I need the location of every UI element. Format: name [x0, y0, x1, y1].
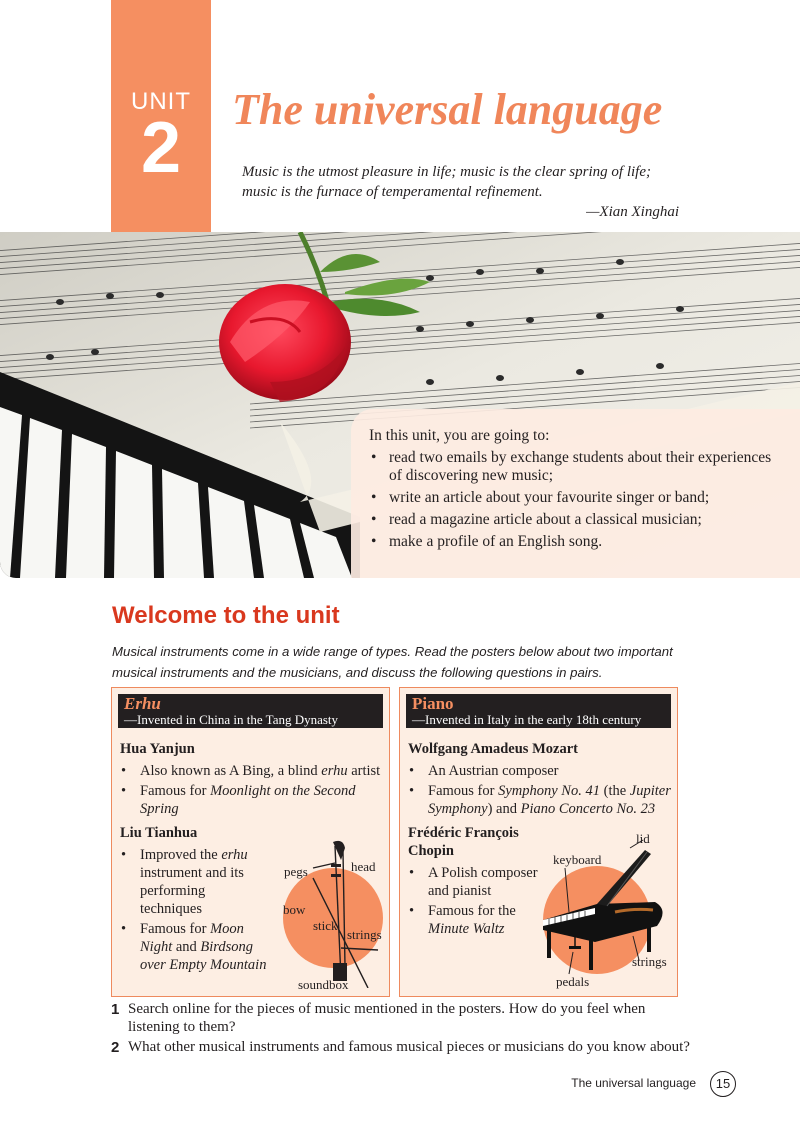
goal-item: • make a profile of an English song.: [369, 533, 782, 551]
fact-text: Famous for: [140, 921, 211, 937]
unit-tab: [111, 0, 211, 232]
label-strings: strings: [347, 927, 382, 942]
section-intro: Musical instruments come in a wide range of types. Read the posters below about two important musical instruments and the musicians, and discuss the following questions in pairs.: [112, 644, 673, 680]
label-head: head: [351, 859, 376, 874]
fact-text: (the: [599, 783, 630, 799]
fact-item: • An Austrian composer: [408, 762, 671, 780]
fact-item: [408, 902, 538, 938]
discussion-questions: [111, 1001, 691, 1060]
fact-text: instrument and its performing techniques: [140, 865, 244, 917]
question-item: [111, 1039, 691, 1057]
quote-author: —Xian Xinghai: [586, 204, 679, 220]
poster-subtitle: —Invented in Italy in the early 18th century: [412, 712, 642, 727]
musician-name: Hua Yanjun: [120, 741, 195, 757]
section-title: Welcome to the unit: [112, 602, 340, 629]
fact-emphasis: Moon Night: [140, 921, 244, 955]
epigraph-quote: [242, 162, 682, 222]
fact-item: [120, 846, 270, 918]
goal-item: • read two emails by exchange students about their experiences of discovering new music;: [369, 449, 782, 485]
unit-label: UNIT: [131, 88, 191, 115]
label-bow: bow: [283, 902, 306, 917]
fact-text: Improved the: [140, 847, 222, 863]
fact-text: Famous for the: [428, 903, 516, 919]
goals-intro: In this unit, you are going to:: [369, 427, 550, 444]
unit-number: 2: [140, 108, 182, 188]
poster-instrument-name: Erhu: [124, 694, 161, 713]
fact-text: artist: [347, 763, 381, 779]
label-pegs: pegs: [284, 864, 308, 879]
label-keyboard: keyboard: [553, 852, 602, 867]
musician-facts: [408, 762, 671, 818]
goals-list: [369, 449, 782, 551]
fact-item: [120, 762, 383, 780]
poster-header: [406, 694, 671, 728]
fact-emphasis: Symphony No. 41: [498, 783, 600, 799]
poster-header: [118, 694, 383, 728]
musician-name: Wolfgang Amadeus Mozart: [408, 741, 578, 757]
fact-text: Also known as A Bing, a blind: [140, 763, 322, 779]
fact-item: • A Polish composer and pianist: [408, 864, 538, 900]
running-footer: The universal language: [571, 1076, 696, 1090]
fact-emphasis: Jupiter Symphony: [428, 783, 671, 817]
poster-instrument-name: Piano: [412, 694, 454, 713]
fact-item: [120, 782, 383, 818]
fact-emphasis: Piano Concerto No. 23: [520, 801, 656, 817]
question-text: Search online for the pieces of music mentioned in the posters. How do you feel when listening to them?: [128, 1001, 646, 1035]
page-number: 15: [710, 1071, 736, 1097]
fact-item: [120, 920, 270, 974]
fact-emphasis: Moonlight on the Second Spring: [140, 783, 356, 817]
fact-text: and: [172, 939, 201, 955]
fact-emphasis: erhu: [321, 763, 348, 779]
fact-item: [408, 782, 671, 818]
unit-goals-box: [351, 409, 800, 578]
fact-text: ) and: [487, 801, 521, 817]
poster-subtitle: —Invented in China in the Tang Dynasty: [124, 712, 339, 727]
fact-text: Famous for: [428, 783, 499, 799]
question-item: [111, 1001, 691, 1036]
musician-facts: [120, 762, 383, 818]
quote-line: Music is the utmost pleasure in life; music is the clear spring of life;: [242, 164, 651, 180]
label-pedals: pedals: [556, 974, 590, 989]
goal-item: • read a magazine article about a classical musician;: [369, 511, 782, 529]
goal-item: • write an article about your favourite singer or band;: [369, 489, 782, 507]
unit-title: The universal language: [232, 85, 663, 134]
musician-name: Frédéric François Chopin: [408, 825, 519, 859]
label-soundbox: soundbox: [298, 977, 349, 992]
label-stick: stick: [313, 918, 338, 933]
quote-line: music is the furnace of temperamental refinement.: [242, 184, 543, 200]
question-text: What other musical instruments and famous musical pieces or musicians do you know about?: [128, 1039, 690, 1055]
fact-emphasis: erhu: [221, 847, 248, 863]
question-number: 2: [111, 1039, 120, 1056]
fact-text: Famous for: [140, 783, 211, 799]
question-number: 1: [111, 1001, 120, 1018]
fact-emphasis: Minute Waltz: [428, 921, 505, 937]
label-lid: lid: [636, 831, 650, 846]
label-strings: strings: [632, 954, 667, 969]
musician-name: Liu Tianhua: [120, 825, 198, 841]
fact-emphasis: Birdsong over Empty Mountain: [140, 939, 267, 973]
